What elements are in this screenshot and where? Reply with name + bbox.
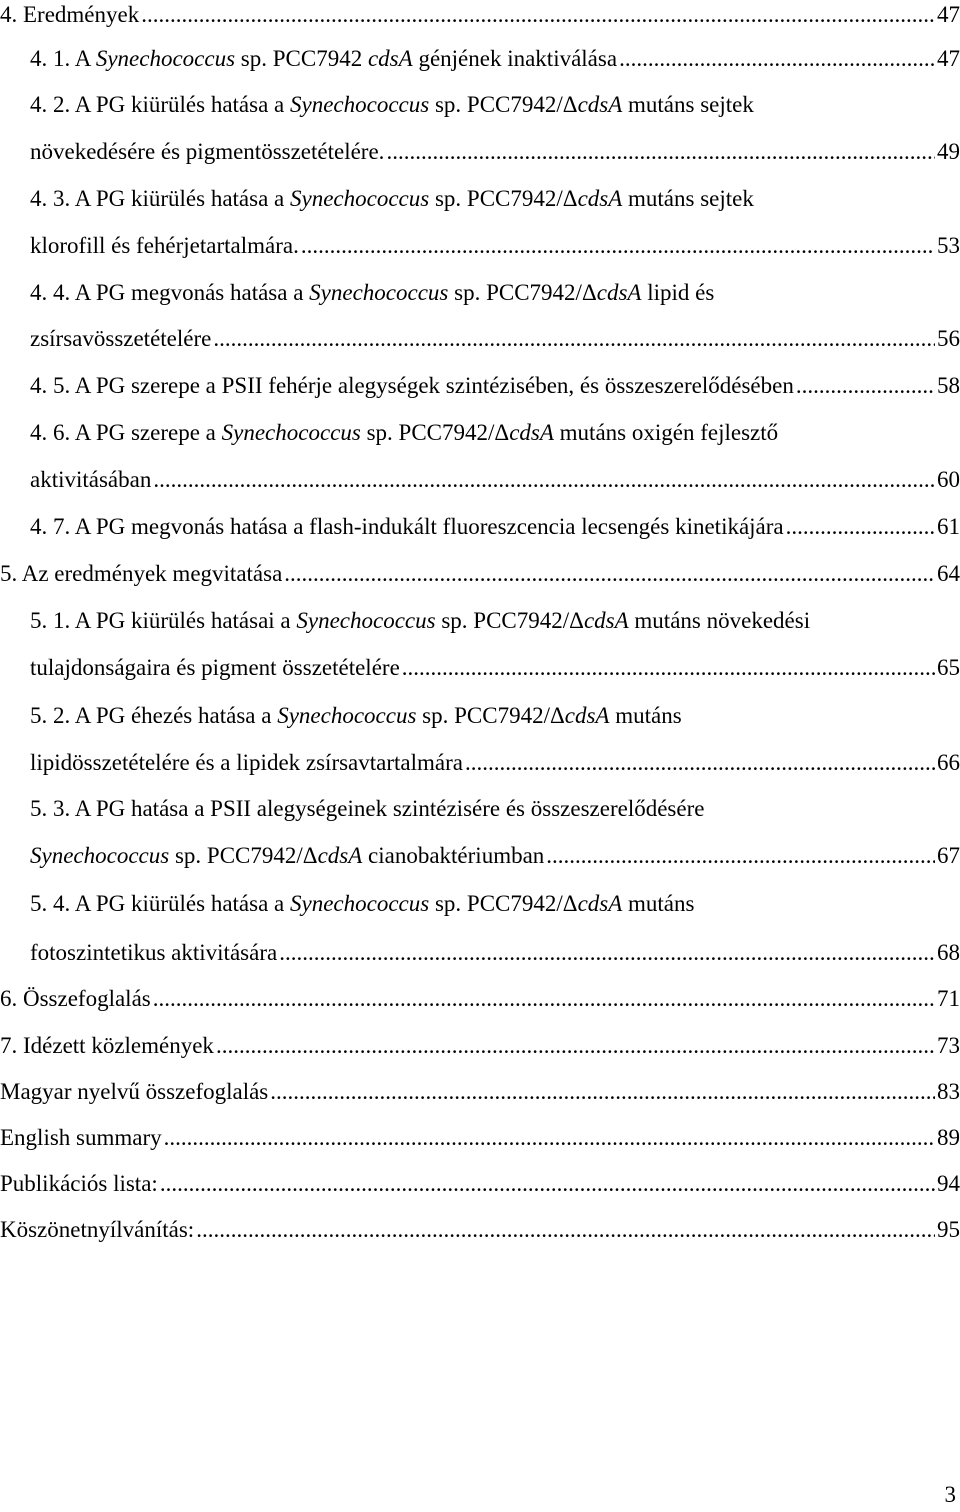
toc-page-number: 49 <box>937 139 960 164</box>
toc-entry-4-3-cont <box>0 231 960 261</box>
toc-page-number: 66 <box>937 750 960 775</box>
toc-entry-text: 4. 2. A PG kiürülés hatása a Synechococcus sp. PCC7942/ΔcdsA mutáns sejtek <box>30 92 754 117</box>
toc-entry-4-4-cont <box>0 324 960 354</box>
toc-leader-dots <box>213 324 935 354</box>
toc-entry-text: 5. 2. A PG éhezés hatása a Synechococcus sp. PCC7942/ΔcdsA mutáns <box>30 703 682 728</box>
toc-entry-5-4 <box>0 889 960 919</box>
toc-entry-text: 5. 4. A PG kiürülés hatása a Synechococcus sp. PCC7942/ΔcdsA mutáns <box>30 891 695 916</box>
toc-leader-dots <box>301 231 935 261</box>
toc-entry-5-3 <box>0 794 960 824</box>
toc-entry-text: Synechococcus sp. PCC7942/ΔcdsA cianobaktériumban <box>30 843 545 868</box>
toc-leader-dots <box>270 1077 935 1107</box>
toc-page-number: 58 <box>937 373 960 398</box>
toc-leader-dots <box>284 559 935 589</box>
toc-page-number: 65 <box>937 655 960 680</box>
toc-page-number: 71 <box>937 986 960 1011</box>
toc-entry-text: 5. 1. A PG kiürülés hatásai a Synechococcus sp. PCC7942/ΔcdsA mutáns növekedési <box>30 608 811 633</box>
toc-entry-text: 5. 3. A PG hatása a PSII alegységeinek szintézisére és összeszerelődésére <box>30 796 705 821</box>
toc-leader-dots <box>279 938 935 968</box>
toc-entry-text: aktivitásában <box>30 467 152 492</box>
toc-entry-7 <box>0 1031 960 1061</box>
toc-leader-dots <box>465 748 935 778</box>
toc-entry-hungarian-summary <box>0 1077 960 1107</box>
toc-entry-text: 4. 6. A PG szerepe a Synechococcus sp. PCC7942/ΔcdsA mutáns oxigén fejlesztő <box>30 420 779 445</box>
toc-entry-6 <box>0 984 960 1014</box>
toc-leader-dots <box>402 653 935 683</box>
toc-entry-text: növekedésére és pigmentösszetételére. <box>30 139 385 164</box>
toc-leader-dots <box>164 1123 935 1153</box>
toc-leader-dots <box>216 1031 935 1061</box>
toc-leader-dots <box>141 0 935 30</box>
toc-page-number: 47 <box>937 46 960 71</box>
toc-entry-text: 5. Az eredmények megvitatása <box>0 561 283 586</box>
toc-page-number: 73 <box>937 1033 960 1058</box>
toc-entry-5-2 <box>0 701 960 731</box>
toc-entry-text: 4. 5. A PG szerepe a PSII fehérje alegységek szintézisében, és összeszerelődésében <box>30 373 794 398</box>
toc-entry-4-6-cont <box>0 465 960 495</box>
toc-entry-text: lipidösszetételére és a lipidek zsírsavtartalmára <box>30 750 463 775</box>
toc-page-number: 53 <box>937 233 960 258</box>
toc-entry-text: 4. 1. A Synechococcus sp. PCC7942 cdsA génjének inaktiválása <box>30 46 618 71</box>
toc-page-number: 83 <box>937 1079 960 1104</box>
toc-entry-publications <box>0 1169 960 1199</box>
toc-entry-acknowledgements <box>0 1215 960 1245</box>
toc-page-number: 68 <box>937 940 960 965</box>
toc-entry-4-3 <box>0 184 960 214</box>
toc-entry-5-2-cont <box>0 748 960 778</box>
toc-entry-text: 4. 7. A PG megvonás hatása a flash-indukált fluoreszcencia lecsengés kinetikájára <box>30 514 784 539</box>
toc-leader-dots <box>196 1215 935 1245</box>
toc-entry-text: tulajdonságaira és pigment összetételére <box>30 655 400 680</box>
toc-page-number: 61 <box>937 514 960 539</box>
toc-page-number: 64 <box>937 561 960 586</box>
toc-entry-4-7 <box>0 512 960 542</box>
toc-page-number: 95 <box>937 1217 960 1242</box>
toc-entry-text: fotoszintetikus aktivitására <box>30 940 278 965</box>
toc-page-number: 60 <box>937 467 960 492</box>
toc-entry-text: Köszönetnyílvánítás: <box>0 1217 195 1242</box>
toc-leader-dots <box>153 984 935 1014</box>
toc-entry-text: klorofill és fehérjetartalmára. <box>30 233 299 258</box>
toc-entry-5-4-cont <box>0 938 960 968</box>
toc-leader-dots <box>619 44 935 74</box>
toc-leader-dots <box>786 512 935 542</box>
toc-entry-4-1 <box>0 44 960 74</box>
toc-page-number: 94 <box>937 1171 960 1196</box>
toc-leader-dots <box>386 137 935 167</box>
toc-entry-text: 4. Eredmények <box>0 2 140 27</box>
toc-entry-4-5 <box>0 371 960 401</box>
toc-entry-5-3-cont <box>0 841 960 871</box>
toc-entry-text: 4. 4. A PG megvonás hatása a Synechococcus sp. PCC7942/ΔcdsA lipid és <box>30 280 715 305</box>
toc-leader-dots <box>153 465 935 495</box>
toc-leader-dots <box>796 371 935 401</box>
toc-entry-text: Publikációs lista: <box>0 1171 158 1196</box>
toc-entry-text: zsírsavösszetételére <box>30 326 212 351</box>
toc-entry-english-summary <box>0 1123 960 1153</box>
toc-entry-5 <box>0 559 960 589</box>
toc-page-number: 67 <box>937 843 960 868</box>
toc-leader-dots <box>160 1169 935 1199</box>
page-number: 3 <box>944 1482 956 1507</box>
toc-entry-text: English summary <box>0 1125 162 1150</box>
toc-page-number: 89 <box>937 1125 960 1150</box>
toc-entry-text: 4. 3. A PG kiürülés hatása a Synechococcus sp. PCC7942/ΔcdsA mutáns sejtek <box>30 186 754 211</box>
toc-entry-4-2 <box>0 90 960 120</box>
toc-entry-text: Magyar nyelvű összefoglalás <box>0 1079 269 1104</box>
toc-entry-5-1 <box>0 606 960 636</box>
toc-entry-5-1-cont <box>0 653 960 683</box>
toc-entry-4-4 <box>0 278 960 308</box>
toc-entry-4 <box>0 0 960 30</box>
toc-entry-text: 7. Idézett közlemények <box>0 1033 214 1058</box>
toc-page-number: 56 <box>937 326 960 351</box>
toc-entry-text: 6. Összefoglalás <box>0 986 151 1011</box>
toc-entry-4-6 <box>0 418 960 448</box>
toc-entry-4-2-cont <box>0 137 960 167</box>
toc-page-number: 47 <box>937 2 960 27</box>
toc-leader-dots <box>546 841 935 871</box>
